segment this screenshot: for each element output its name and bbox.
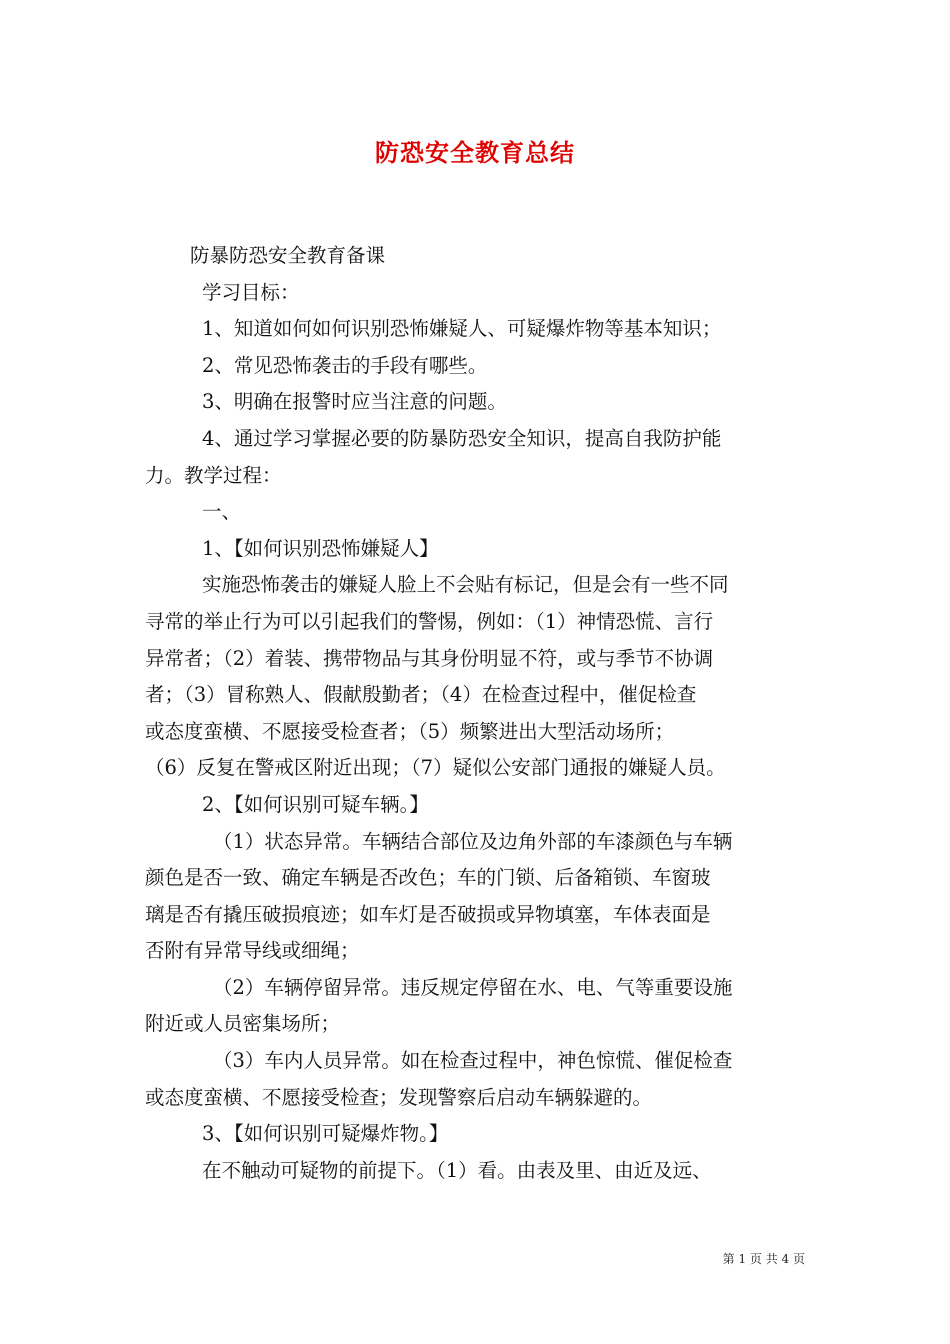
paragraph-line: 者；（3）冒称熟人、假献殷勤者；（4）在检查过程中，催促检查 — [145, 683, 697, 707]
paragraph-line: 附近或人员密集场所； — [145, 1012, 341, 1036]
paragraph-line: 颜色是否一致、确定车辆是否改色；车的门锁、后备箱锁、车窗玻 — [145, 866, 711, 890]
paragraph-line: 学习目标： — [202, 280, 300, 304]
paragraph-line: 在不触动可疑物的前提下。（1）看。由表及里、由近及远、 — [202, 1158, 712, 1182]
paragraph-line: 寻常的举止行为可以引起我们的警惕，例如：（1）神情恐慌、言行 — [145, 609, 714, 633]
paragraph-line: 力。教学过程： — [145, 463, 282, 487]
paragraph-line: 4、通过学习掌握必要的防暴防恐安全知识，提高自我防护能 — [202, 426, 722, 450]
document-body — [145, 238, 807, 1189]
paragraph-line: 2、常见恐怖袭击的手段有哪些。 — [202, 353, 488, 377]
paragraph-line: 或态度蛮横、不愿接受检查者；（5）频繁进出大型活动场所； — [145, 719, 675, 743]
paragraph-line: （3）车内人员异常。如在检查过程中，神色惊慌、催促检查 — [213, 1049, 733, 1073]
paragraph-line: 实施恐怖袭击的嫌疑人脸上不会贴有标记，但是会有一些不同 — [202, 573, 729, 597]
paragraph-line: （1）状态异常。车辆结合部位及边角外部的车漆颜色与车辆 — [213, 829, 733, 853]
paragraph-line: 璃是否有撬压破损痕迹；如车灯是否破损或异物填塞，车体表面是 — [145, 902, 711, 926]
paragraph-line: 2、【如何识别可疑车辆。】 — [202, 792, 429, 816]
paragraph-line: 一、 — [202, 500, 242, 524]
paragraph-line: 否附有异常导线或细绳； — [145, 939, 360, 963]
paragraph-line: 1、知道如何如何识别恐怖嫌疑人、可疑爆炸物等基本知识； — [202, 317, 722, 341]
paragraph-line: 防暴防恐安全教育备课 — [190, 244, 386, 267]
paragraph-line: （2）车辆停留异常。违反规定停留在水、电、气等重要设施 — [213, 975, 733, 999]
paragraph-line: 或态度蛮横、不愿接受检查；发现警察后启动车辆躲避的。 — [145, 1085, 653, 1109]
page-number: 第 1 页 共 4 页 — [722, 1252, 805, 1266]
paragraph-line: 异常者；（2）着装、携带物品与其身份明显不符，或与季节不协调 — [145, 646, 714, 670]
paragraph-line: 1、【如何识别恐怖嫌疑人】 — [202, 536, 439, 560]
paragraph-line: 3、【如何识别可疑爆炸物。】 — [202, 1122, 449, 1146]
document-title: 防恐安全教育总结 — [375, 138, 575, 167]
paragraph-line: （6）反复在警戒区附近出现；（7）疑似公安部门通报的嫌疑人员。 — [145, 756, 726, 780]
paragraph-line: 3、明确在报警时应当注意的问题。 — [202, 390, 507, 414]
